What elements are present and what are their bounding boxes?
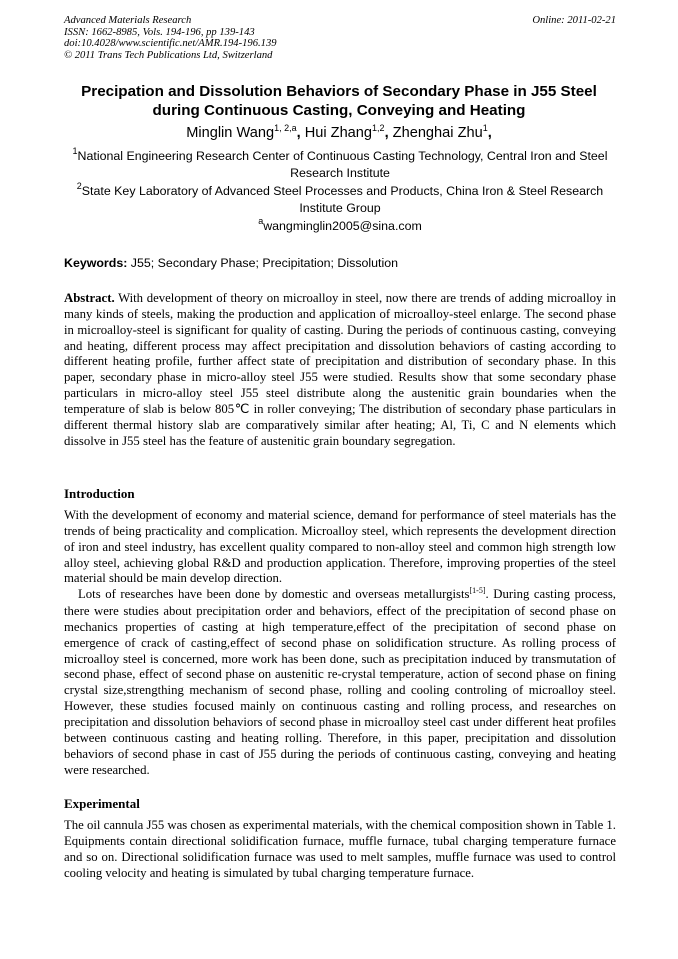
affiliation-superscript: 2	[76, 181, 82, 191]
abstract-label: Abstract.	[64, 291, 115, 305]
introduction-section	[64, 508, 616, 778]
author-separator: ,	[296, 125, 305, 141]
author-name: Minglin Wang	[186, 125, 275, 141]
affiliation-text: National Engineering Research Center of Continuous Casting Technology, Central Iron and Steel Research Institute	[77, 149, 608, 180]
abstract-paragraph	[64, 291, 616, 449]
introduction-heading: Introduction	[64, 486, 135, 501]
affiliation-1	[64, 146, 616, 181]
keywords-text: J55; Secondary Phase; Precipitation; Dissolution	[127, 256, 399, 270]
introduction-paragraph-2	[64, 587, 616, 778]
author-name: Hui Zhang	[304, 125, 373, 141]
experimental-heading: Experimental	[64, 796, 140, 811]
journal-header	[64, 15, 616, 61]
issn-line: ISSN: 1662-8985, Vols. 194-196, pp 139-143	[64, 26, 255, 38]
author-separator: ,	[384, 125, 393, 141]
title-line-1: Precipation and Dissolution Behaviors of Secondary Phase in J55 Steel	[81, 83, 597, 100]
paper-title	[40, 82, 638, 120]
paragraph-text: . During casting process, there were studies about precipitation order and behaviors, effect of the precipitation of second phase on mechanics properties of casting at high temperature,effect of the precipitation of second phase on emergence of crack of casting,effect of second phase on solidification structure. As rolling process of microalloy steel is concerned, more work has been done, such as precipitation induced by transmutation of second phase, effect of second phase on austenitic re-crystal temperature, action of second phase on fining crystal size,strengthing mechanism of second phase, rolling and cooling controling of microalloy steel. However, these studies focused mainly on continuous casting and rolling process, and researches on precipitation and dissolution behaviors of second phase in microalloy steel cast under different heat profiles between continuous casting and heating rolling. Therefore, in this paper, precipitation and dissolution behaviors of second phase in cast of J55 during the periods of continuous casting, conveying and heating were researched.	[64, 587, 616, 777]
citation-reference: [1-5]	[469, 586, 486, 596]
author-superscript: 1, 2,a	[274, 123, 297, 133]
affiliation-superscript: 1	[72, 146, 78, 156]
author-name: Zhenghai Zhu	[392, 125, 483, 141]
author-email	[64, 216, 616, 236]
experimental-paragraph: The oil cannula J55 was chosen as experimental materials, with the chemical composition shown in Table 1. Equipments contain directional solidification furnace, muffle furnace, tubal charging temperature furnace and so on. Directional solidification furnace was used to melt samples, muffle furnace was used to control cooling velocity and heating is simulated by tubal charging temperature furnace.	[64, 818, 616, 880]
email-superscript: a	[258, 216, 264, 226]
affiliation-2	[64, 181, 616, 216]
title-line-2: during Continuous Casting, Conveying and Heating	[152, 102, 526, 119]
author-superscript: 1,2	[372, 123, 385, 133]
doi-line: doi:10.4028/www.scientific.net/AMR.194-196.139	[64, 38, 277, 50]
author-list	[40, 124, 638, 143]
online-date: Online: 2011-02-21	[532, 15, 616, 26]
email-address: wangminglin2005@sina.com	[263, 219, 422, 233]
copyright-line: © 2011 Trans Tech Publications Ltd, Switzerland	[64, 49, 273, 61]
author-separator: ,	[487, 125, 492, 141]
paragraph-text: Lots of researches have been done by domestic and overseas metallurgists	[78, 587, 470, 602]
journal-name: Advanced Materials Research	[64, 15, 192, 26]
keywords-label: Keywords:	[64, 256, 128, 270]
abstract-text: With development of theory on microalloy in steel, now there are trends of adding microalloy in many kinds of steels, making the production and application of microalloy-steel enlarge. The second phase in microalloy-steel is significant for quality of casting. During the periods of continuous casting, conveying and heating, different process may affect precipitation and dissolution behaviors of casting according to different heating profile, further affect state of precipitation and distribution of secondary phase. In this paper, secondary phase in micro-alloy steel J55 were studied. Results show that some secondary phase particulars in micro-alloy steel J55 steel distribute along the austenitic grain boundaries when the temperature of slab is below 805℃ in roller conveying; The distribution of secondary phase particulars in different thermal history slab are comparatively similar after heating; Al, Ti, C and N elements which dissolve in J55 steel has the feature of austenitic grain boundary segregation.	[64, 291, 616, 448]
keywords-line	[64, 256, 616, 271]
introduction-paragraph-1: With the development of economy and material science, demand for performance of steel materials has the trends of being practicality and complication. Microalloy steel, which represents the development direction of iron and steel industry, has excellent quality compared to non-alloy steel and common high strength low alloy steel, achieving global R&D and production application. Therefore, improving properties of the steel material should be main develop direction.	[64, 508, 616, 586]
author-superscript: 1	[482, 123, 488, 133]
affiliation-text: State Key Laboratory of Advanced Steel Processes and Products, China Iron & Steel Research Institute Group	[81, 184, 604, 215]
